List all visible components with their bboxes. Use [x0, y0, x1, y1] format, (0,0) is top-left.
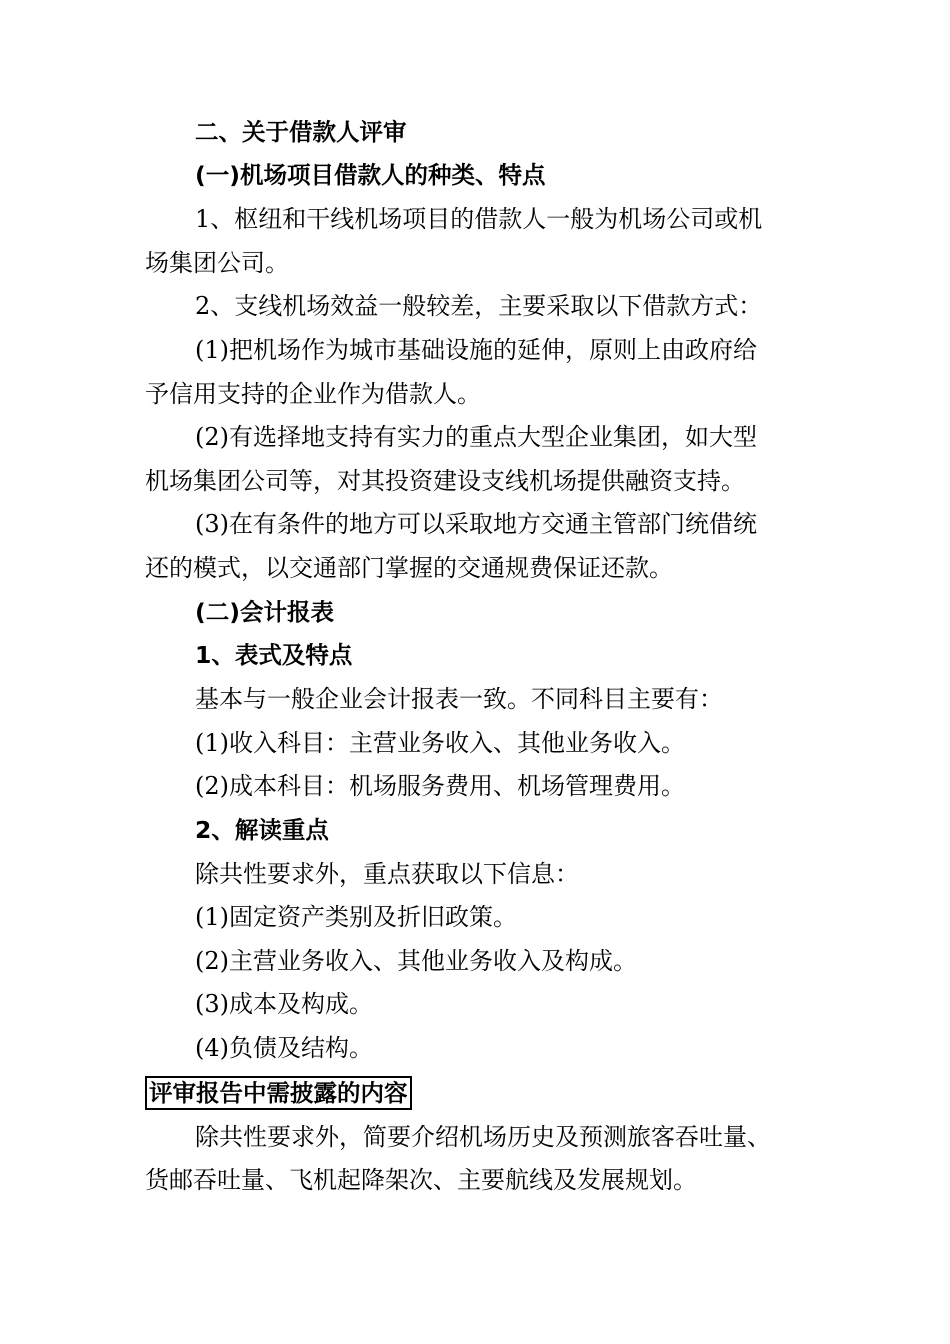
paragraph-disclosure-line2: 货邮吞吐量、飞机起降架次、主要航线及发展规划。 [145, 1166, 697, 1194]
subsection-title-accounting: (二)会计报表 [195, 598, 334, 626]
paragraph-hub-airport-line1: 1、枢纽和干线机场项目的借款人一般为机场公司或机 [195, 205, 763, 233]
list-item-3-line2: 还的模式，以交通部门掌握的交通规费保证还款。 [145, 554, 673, 582]
paragraph-format: 基本与一般企业会计报表一致。不同科目主要有： [195, 685, 723, 713]
list-item-1-line2: 予信用支持的企业作为借款人。 [145, 380, 481, 408]
list-item-liabilities: (4)负债及结构。 [195, 1034, 373, 1062]
boxed-heading-disclosure: 评审报告中需披露的内容 [145, 1076, 412, 1110]
list-item-3-line1: (3)在有条件的地方可以采取地方交通主管部门统借统 [195, 510, 757, 538]
list-item-cost-composition: (3)成本及构成。 [195, 990, 373, 1018]
list-item-fixed-assets: (1)固定资产类别及折旧政策。 [195, 903, 517, 931]
paragraph-disclosure-line1: 除共性要求外，简要介绍机场历史及预测旅客吞吐量、 [195, 1123, 771, 1151]
boxed-heading-container [145, 1076, 845, 1110]
paragraph-branch-airport: 2、支线机场效益一般较差，主要采取以下借款方式： [195, 292, 763, 320]
list-item-2-line1: (2)有选择地支持有实力的重点大型企业集团，如大型 [195, 423, 757, 451]
list-item-cost: (2)成本科目：机场服务费用、机场管理费用。 [195, 772, 685, 800]
subsection-title-borrower-types: (一)机场项目借款人的种类、特点 [195, 161, 546, 189]
list-item-revenue: (2)主营业务收入、其他业务收入及构成。 [195, 947, 637, 975]
section-heading: 二、关于借款人评审 [195, 118, 407, 146]
list-item-income: (1)收入科目：主营业务收入、其他业务收入。 [195, 729, 685, 757]
list-item-1-line1: (1)把机场作为城市基础设施的延伸，原则上由政府给 [195, 336, 757, 364]
subheading-format: 1、表式及特点 [195, 641, 353, 669]
list-item-2-line2: 机场集团公司等，对其投资建设支线机场提供融资支持。 [145, 467, 745, 495]
paragraph-hub-airport-line2: 场集团公司。 [145, 249, 289, 277]
subheading-key-points: 2、解读重点 [195, 816, 329, 844]
paragraph-key-points: 除共性要求外，重点获取以下信息： [195, 860, 579, 888]
